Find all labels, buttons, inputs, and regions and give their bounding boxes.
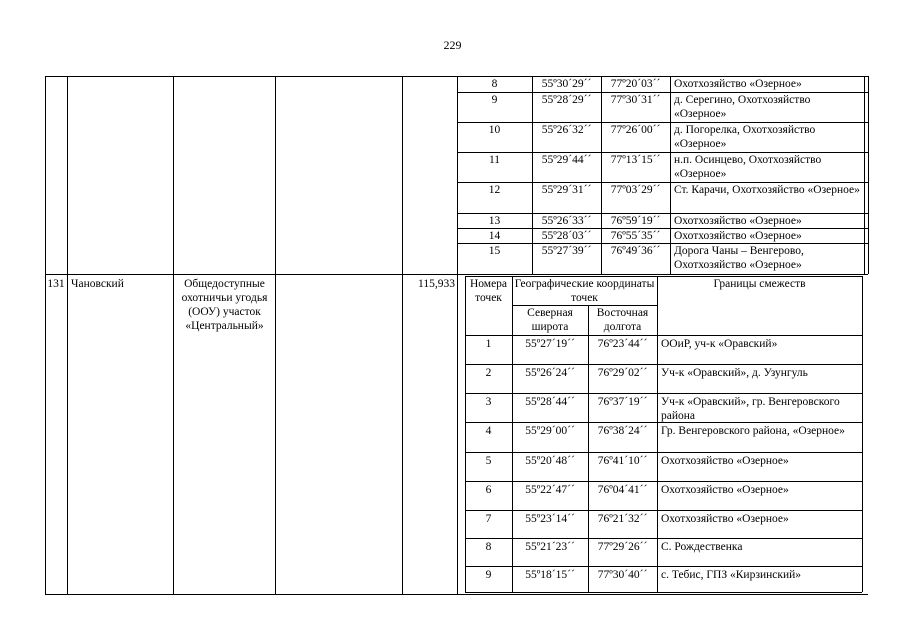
cell-num: 15 <box>488 245 501 257</box>
cell-border: Ст. Карачи, Охотхозяйство «Озерное» <box>674 184 860 196</box>
bottom-inner-col <box>862 276 863 592</box>
cell-border: ООиР, уч-к «Оравский» <box>661 338 778 350</box>
bottom-inner-col <box>657 276 658 592</box>
col-line <box>275 76 276 595</box>
cell-lon: 77º29´26´´ <box>597 541 648 553</box>
cell-border: д. Погорелка, Охотхозяйство «Озерное» <box>674 124 816 150</box>
cell-border: с. Тебис, ГПЗ «Кирзинский» <box>661 569 802 581</box>
bottom-inner-line <box>465 592 862 593</box>
cell-border: н.п. Осинцево, Охотхозяйство «Озерное» <box>674 154 822 180</box>
cell-lat: 55º28´03´´ <box>541 230 592 242</box>
cell-lat: 55º27´19´´ <box>525 338 575 350</box>
page-number: 229 <box>443 38 462 52</box>
cell-lat: 55º20´48´´ <box>525 455 575 467</box>
cell-lat: 55º18´15´´ <box>525 569 575 581</box>
cell-lon: 76º04´41´´ <box>597 484 648 496</box>
bottom-inner-line <box>465 335 862 336</box>
cell-border: Охотхозяйство «Озерное» <box>661 513 789 525</box>
cell-num: 5 <box>485 455 492 467</box>
col-line <box>45 76 46 595</box>
top-inner-col <box>670 76 671 274</box>
cell-lon: 76º29´02´´ <box>597 367 648 379</box>
cell-lon: 77º30´31´´ <box>610 94 661 106</box>
area-value: 115,933 <box>418 278 455 290</box>
hunting-ground-name: Общедоступные охотничьи угодья (ООУ) участок «Центральный» <box>181 278 268 332</box>
bottom-inner-line <box>465 481 862 482</box>
header-geo-coordinates: Географические координаты точек <box>514 278 655 304</box>
bottom-inner-line <box>465 566 862 567</box>
cell-lon: 76º38´24´´ <box>597 425 648 437</box>
cell-num: 6 <box>485 484 492 496</box>
cell-lat: 55º29´44´´ <box>541 154 592 166</box>
col-line <box>402 76 403 595</box>
cell-border: д. Серегино, Охотхозяйство «Озерное» <box>674 94 811 120</box>
cell-border: Уч-к «Оравский», гр. Венгеровского района <box>661 396 840 422</box>
table-top-border <box>45 76 457 77</box>
cell-lon: 77º03´29´´ <box>610 184 661 196</box>
cell-lat: 55º27´39´´ <box>541 245 592 257</box>
bottom-inner-line <box>465 538 862 539</box>
cell-border: Охотхозяйство «Озерное» <box>674 78 802 90</box>
cell-num: 13 <box>488 215 501 227</box>
cell-num: 14 <box>488 230 501 242</box>
cell-num: 8 <box>485 541 492 553</box>
cell-border: Уч-к «Оравский», д. Узунгуль <box>661 367 808 379</box>
cell-lon: 76º37´19´´ <box>597 396 648 408</box>
cell-num: 3 <box>485 396 492 408</box>
cell-lon: 76º49´36´´ <box>610 245 661 257</box>
cell-num: 12 <box>488 184 501 196</box>
cell-lat: 55º29´00´´ <box>525 425 575 437</box>
header-latitude: Северная широта <box>527 307 573 333</box>
bottom-inner-line <box>465 393 862 394</box>
cell-num: 9 <box>491 94 498 106</box>
cell-lat: 55º21´23´´ <box>525 541 575 553</box>
cell-border: Гр. Венгеровского района, «Озерное» <box>661 425 845 437</box>
bottom-inner-line <box>465 510 862 511</box>
cell-lat: 55º28´29´´ <box>541 94 592 106</box>
top-inner-col <box>868 76 869 274</box>
cell-border: С. Рождественка <box>661 541 743 553</box>
cell-lat: 55º23´14´´ <box>525 513 575 525</box>
cell-lon: 77º30´40´´ <box>597 569 648 581</box>
cell-lon: 76º59´19´´ <box>610 215 661 227</box>
cell-lon: 76º55´35´´ <box>610 230 661 242</box>
cell-num: 4 <box>485 425 492 437</box>
header-longitude: Восточная долгота <box>596 307 649 333</box>
row-number: 131 <box>47 278 65 290</box>
cell-border: Охотхозяйство «Озерное» <box>661 455 789 467</box>
cell-num: 9 <box>485 569 492 581</box>
bottom-inner-line <box>465 364 862 365</box>
col-line <box>67 76 68 595</box>
top-inner-col <box>864 76 865 274</box>
cell-lat: 55º26´33´´ <box>541 215 592 227</box>
cell-num: 11 <box>488 154 501 166</box>
cell-lat: 55º29´31´´ <box>541 184 592 196</box>
cell-lat: 55º30´29´´ <box>541 78 592 90</box>
header-borders: Границы смежеств <box>713 278 806 290</box>
cell-num: 7 <box>485 513 492 525</box>
cell-lat: 55º26´32´´ <box>541 124 592 136</box>
header-point-numbers: Номера точек <box>469 278 508 304</box>
cell-lon: 77º20´03´´ <box>610 78 661 90</box>
district-name: Чановский <box>71 278 124 290</box>
cell-lat: 55º22´47´´ <box>525 484 575 496</box>
cell-border: Охотхозяйство «Озерное» <box>661 484 789 496</box>
cell-lat: 55º28´44´´ <box>525 396 575 408</box>
cell-num: 2 <box>485 367 492 379</box>
cell-border: Дорога Чаны – Венгерово, Охотхозяйство «Озерное» <box>674 245 804 271</box>
cell-num: 1 <box>485 338 492 350</box>
bottom-inner-line <box>465 452 862 453</box>
cell-lat: 55º26´24´´ <box>525 367 575 379</box>
cell-lon: 77º26´00´´ <box>610 124 661 136</box>
cell-num: 8 <box>491 78 498 90</box>
cell-lon: 76º23´44´´ <box>597 338 648 350</box>
cell-border: Охотхозяйство «Озерное» <box>674 215 802 227</box>
cell-lon: 76º41´10´´ <box>597 455 648 467</box>
cell-lon: 76º21´32´´ <box>597 513 648 525</box>
document-table <box>45 76 868 595</box>
cell-border: Охотхозяйство «Озерное» <box>674 230 802 242</box>
col-line <box>173 76 174 595</box>
cell-lon: 77º13´15´´ <box>610 154 661 166</box>
cell-num: 10 <box>488 124 501 136</box>
